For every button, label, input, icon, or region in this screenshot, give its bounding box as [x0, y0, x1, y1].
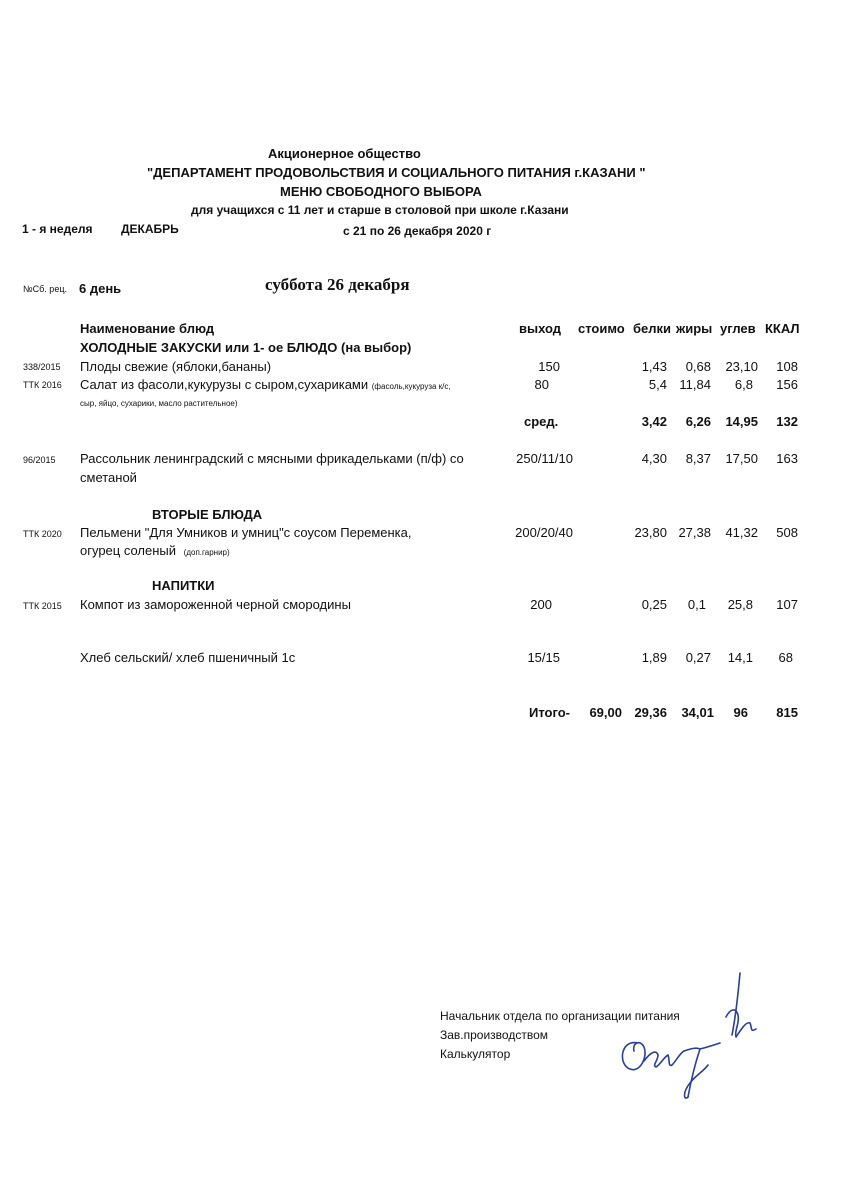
row-fat: 8,37	[685, 451, 711, 466]
row-name-2	[80, 543, 230, 558]
row-name-note: (фасоль,кукуруза к/с,	[371, 382, 451, 391]
sig-calculator: Калькулятор	[440, 1047, 511, 1061]
row-carbs: 6,8	[734, 377, 753, 392]
section-drinks: НАПИТКИ	[152, 578, 215, 593]
row-fat: 0,1	[687, 597, 706, 612]
row-protein: 1,89	[641, 650, 667, 665]
row-name: Рассольник ленинградский с мясными фрикадельками (п/ф) со	[80, 451, 464, 466]
avg-fat: 6,26	[685, 414, 711, 429]
col-kcal: ККАЛ	[765, 321, 800, 336]
menu-title: МЕНЮ СВОБОДНОГО ВЫБОРА	[280, 184, 482, 199]
avg-label: сред.	[524, 414, 559, 429]
row-kcal: 508	[776, 525, 798, 540]
total-fat: 34,01	[681, 705, 714, 720]
rec-label: №Сб. рец.	[23, 284, 67, 294]
row-kcal: 163	[776, 451, 798, 466]
total-kcal: 815	[776, 705, 798, 720]
row-kcal: 108	[776, 359, 798, 374]
col-name: Наименование блюд	[80, 321, 215, 336]
row-name: Компот из замороженной черной смородины	[80, 597, 351, 612]
row-yield: 250/11/10	[516, 451, 573, 466]
row-yield: 80	[534, 377, 549, 392]
avg-carbs: 14,95	[725, 414, 758, 429]
row-name-main: Салат из фасоли,кукурузы с сыром,сухариками	[80, 377, 369, 392]
row-protein: 23,80	[634, 525, 667, 540]
section-cold: ХОЛОДНЫЕ ЗАКУСКИ или 1- ое БЛЮДО (на выбор)	[80, 340, 412, 355]
row-name: Плоды свежие (яблоки,бананы)	[80, 359, 272, 374]
row-name-2-main: огурец соленый	[80, 543, 177, 558]
row-name-2-note: (доп.гарнир)	[183, 548, 230, 557]
col-protein: белки	[633, 321, 672, 336]
total-label: Итого-	[529, 705, 570, 720]
row-yield: 15/15	[527, 650, 560, 665]
org-type: Акционерное общество	[268, 146, 421, 161]
row-fat: 0,27	[685, 650, 711, 665]
total-carbs: 96	[733, 705, 748, 720]
handwritten-signature	[600, 965, 780, 1115]
row-name-note-2: сыр, яйцо, сухарики, масло растительное)	[80, 399, 238, 408]
row-name	[80, 377, 451, 392]
row-fat: 27,38	[678, 525, 711, 540]
row-rec: ТТК 2016	[23, 380, 62, 390]
org-name: "ДЕПАРТАМЕНТ ПРОДОВОЛЬСТВИЯ И СОЦИАЛЬНОГО ПИТАНИЯ г.КАЗАНИ "	[147, 165, 646, 180]
row-fat: 11,84	[679, 377, 711, 392]
col-carbs: углев	[720, 321, 756, 336]
row-protein: 1,43	[641, 359, 667, 374]
total-cost: 69,00	[589, 705, 622, 720]
row-kcal: 107	[776, 597, 798, 612]
total-protein: 29,36	[634, 705, 667, 720]
section-second: ВТОРЫЕ БЛЮДА	[152, 507, 263, 522]
sig-production: Зав.производством	[440, 1028, 548, 1042]
row-protein: 5,4	[648, 377, 667, 392]
row-kcal: 68	[778, 650, 793, 665]
row-carbs: 41,32	[725, 525, 758, 540]
audience: для учащихся с 11 лет и старше в столовой при школе г.Казани	[191, 203, 569, 217]
row-carbs: 14,1	[727, 650, 753, 665]
row-rec: ТТК 2015	[23, 601, 62, 611]
row-carbs: 25,8	[727, 597, 753, 612]
row-carbs: 23,10	[725, 359, 758, 374]
col-yield: выход	[519, 321, 562, 336]
row-name: Хлеб сельский/ хлеб пшеничный 1с	[80, 650, 296, 665]
period: с 21 по 26 декабря 2020 г	[343, 224, 492, 238]
row-yield: 200	[530, 597, 552, 612]
row-fat: 0,68	[685, 359, 711, 374]
sig-head: Начальник отдела по организации питания	[440, 1009, 680, 1023]
row-name: Пельмени "Для Умников и умниц"с соусом Переменка,	[80, 525, 412, 540]
avg-kcal: 132	[776, 414, 798, 429]
day-label: 6 день	[79, 281, 122, 296]
row-yield: 200/20/40	[515, 525, 573, 540]
row-protein: 0,25	[641, 597, 667, 612]
row-rec: 338/2015	[23, 362, 61, 372]
week: 1 - я неделя	[22, 222, 93, 236]
row-name-2: сметаной	[80, 470, 137, 485]
row-rec: ТТК 2020	[23, 529, 62, 539]
row-carbs: 17,50	[725, 451, 758, 466]
row-rec: 96/2015	[23, 455, 56, 465]
month: ДЕКАБРЬ	[121, 222, 179, 236]
col-cost: стоимо	[578, 321, 625, 336]
date-title: суббота 26 декабря	[265, 275, 410, 294]
row-yield: 150	[538, 359, 560, 374]
row-protein: 4,30	[641, 451, 667, 466]
row-kcal: 156	[776, 377, 798, 392]
col-fat: жиры	[676, 321, 713, 336]
avg-protein: 3,42	[641, 414, 667, 429]
